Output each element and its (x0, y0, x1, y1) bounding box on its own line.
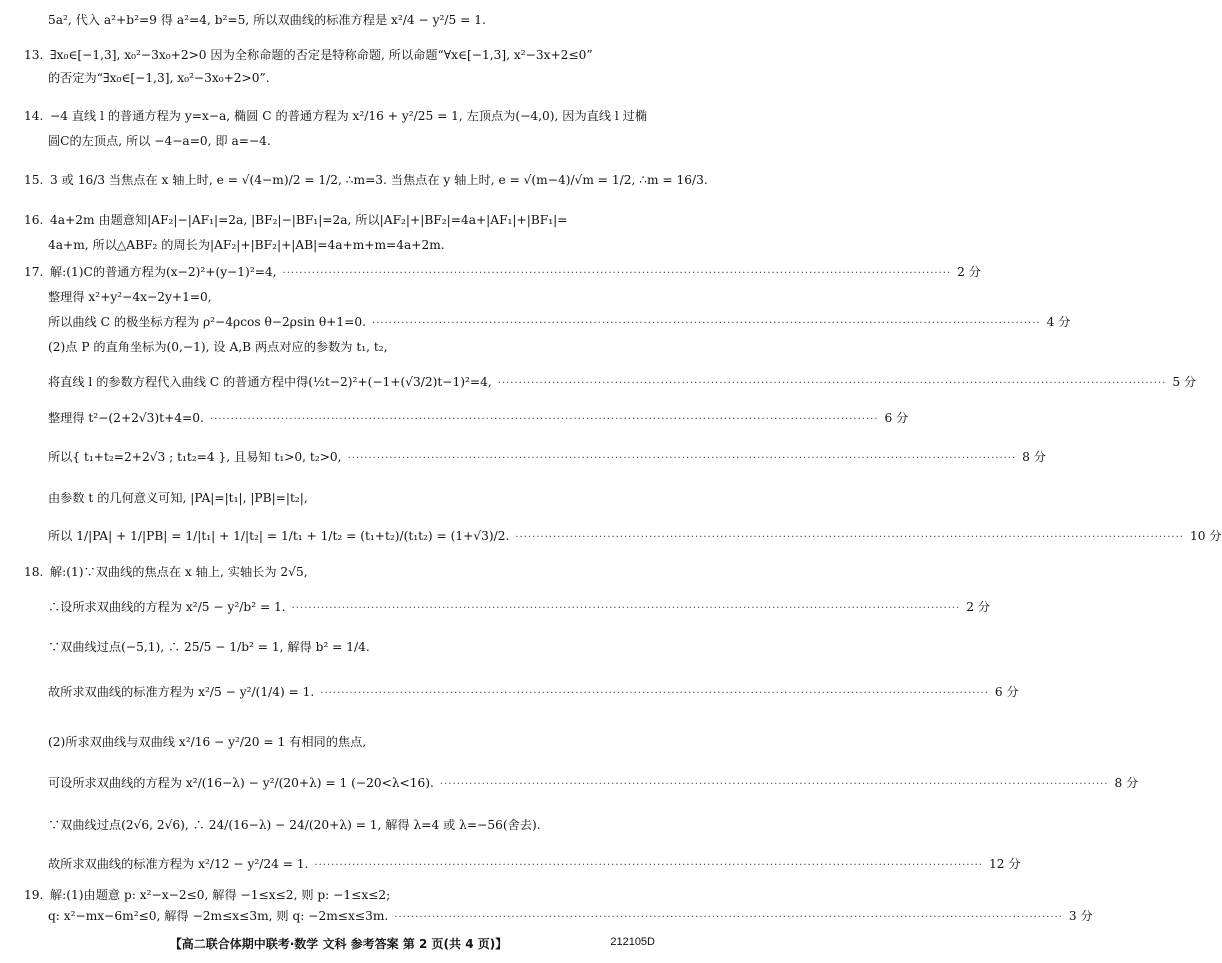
dot-leader (498, 375, 1167, 392)
answer-text: 由参数 t 的几何意义可知, |PA|=|t₁|, |PB|=|t₂|, (48, 491, 308, 505)
answer-text: 可设所求双曲线的方程为 x²/(16−λ) − y²/(20+λ) = 1 (−20<λ<16). (48, 776, 434, 790)
dot-leader (440, 776, 1109, 793)
answer-text: 解:(1)∵双曲线的焦点在 x 轴上, 实轴长为 2√5, (50, 565, 308, 579)
score-mark: 12 分 (989, 857, 1021, 871)
score-mark: 3 分 (1068, 909, 1093, 923)
score-mark: 2 分 (966, 600, 991, 614)
document-code: 212105D (610, 936, 655, 948)
score-mark: 8 分 (1022, 450, 1046, 464)
score-mark: 6 分 (884, 411, 909, 425)
answer-text: 将直线 l 的参数方程代入曲线 C 的普通方程中得(½t−2)²+(−1+(√3/2)t−1)²=4, (48, 375, 492, 389)
answer-line (48, 449, 1046, 467)
answer-line (48, 599, 991, 617)
answer-text: 的否定为“∃x₀∈[−1,3], x₀²−3x₀+2>0”. (48, 71, 270, 85)
answer-line (48, 314, 1071, 332)
answer-text: 4a+m, 所以△ABF₂ 的周长为|AF₂|+|BF₂|+|AB|=4a+m+m=4a+2m. (48, 238, 445, 252)
dot-leader (283, 265, 952, 282)
question-number: 18. (24, 565, 44, 579)
answer-line (24, 108, 653, 125)
answer-text: (2)所求双曲线与双曲线 x²/16 − y²/20 = 1 有相同的焦点, (48, 735, 367, 749)
answer-text: −4 直线 l 的普通方程为 y=x−a, 椭圆 C 的普通方程为 x²/16 + y²/25 = 1, 左顶点为(−4,0), 因为直线 l 过椭 (50, 109, 648, 123)
question-number: 13. (24, 48, 44, 62)
answer-text: 故所求双曲线的标准方程为 x²/12 − y²/24 = 1. (48, 857, 309, 871)
answer-line (48, 775, 1139, 793)
answer-text: 解:(1)C的普通方程为(x−2)²+(y−1)²=4, (50, 265, 277, 279)
question-number: 19. (24, 888, 44, 902)
answer-line (48, 339, 653, 356)
score-mark: 6 分 (994, 685, 1019, 699)
answer-text: ∴设所求双曲线的方程为 x²/5 − y²/b² = 1. (48, 600, 286, 614)
score-mark: 5 分 (1172, 375, 1197, 389)
answer-line (24, 47, 653, 64)
answer-line (48, 490, 653, 507)
dot-leader (314, 857, 983, 874)
answer-text: 3 或 16/3 当焦点在 x 轴上时, e = √(4−m)/2 = 1/2, ∴m=3. 当焦点在 y 轴上时, e = √(m−4)/√m = 1/2, ∴m = 16/3. (50, 173, 708, 187)
answer-text: q: x²−mx−6m²≤0, 解得 −2m≤x≤3m, 则 q: −2m≤x≤3m. (48, 909, 389, 923)
answer-line (48, 856, 1021, 874)
answer-text: 所以{ t₁+t₂=2+2√3 ; t₁t₂=4 }, 且易知 t₁>0, t₂>0, (48, 450, 342, 464)
score-mark: 10 分 (1189, 529, 1222, 543)
answer-text: 4a+2m 由题意知|AF₂|−|AF₁|=2a, |BF₂|−|BF₁|=2a, 所以|AF₂|+|BF₂|=4a+|AF₁|+|BF₁|= (50, 213, 568, 227)
answer-text: (2)点 P 的直角坐标为(0,−1), 设 A,B 两点对应的参数为 t₁, t₂, (48, 340, 388, 354)
answer-line (24, 212, 653, 229)
answer-line (48, 684, 1019, 702)
answer-line (48, 639, 653, 656)
answer-line (24, 172, 708, 189)
answer-text: ∵双曲线过点(−5,1), ∴ 25/5 − 1/b² = 1, 解得 b² = 1/4. (48, 640, 370, 654)
answer-line (48, 734, 653, 751)
score-mark: 4 分 (1046, 315, 1071, 329)
page-footer: 【高二联合体期中联考·数学 文科 参考答案 第 2 页(共 4 页)】 (169, 937, 508, 951)
dot-leader (320, 685, 989, 702)
answer-line (48, 410, 909, 428)
question-number: 16. (24, 213, 44, 227)
dot-leader (394, 909, 1063, 926)
answer-line (24, 564, 653, 581)
answer-text: 所以 1/|PA| + 1/|PB| = 1/|t₁| + 1/|t₂| = 1/t₁ + 1/t₂ = (t₁+t₂)/(t₁t₂) = (1+√3)/2. (48, 529, 510, 543)
question-number: 15. (24, 173, 44, 187)
answer-text: 故所求双曲线的标准方程为 x²/5 − y²/(1/4) = 1. (48, 685, 315, 699)
answer-line (24, 887, 653, 904)
answer-line (48, 817, 653, 834)
answer-line (48, 528, 1222, 546)
answer-text: 解:(1)由题意 p: x²−x−2≤0, 解得 −1≤x≤2, 则 p: −1≤x≤2; (50, 888, 391, 902)
answer-text: 整理得 t²−(2+2√3)t+4=0. (48, 411, 204, 425)
answer-line (48, 289, 653, 306)
question-number: 14. (24, 109, 44, 123)
score-mark: 8 分 (1114, 776, 1139, 790)
answer-text: ∵双曲线过点(2√6, 2√6), ∴ 24/(16−λ) − 24/(20+λ) = 1, 解得 λ=4 或 λ=−56(舍去). (48, 818, 541, 832)
dot-leader (348, 450, 1017, 467)
answer-line (48, 374, 1197, 392)
answer-line (24, 264, 981, 282)
answer-line (48, 70, 653, 87)
answer-line (48, 133, 653, 150)
answer-text: 5a², 代入 a²+b²=9 得 a²=4, b²=5, 所以双曲线的标准方程是 x²/4 − y²/5 = 1. (48, 13, 486, 27)
dot-leader (515, 529, 1184, 546)
dot-leader (372, 315, 1041, 332)
answer-line (48, 237, 653, 254)
dot-leader (292, 600, 961, 617)
answer-text: 圆C的左顶点, 所以 −4−a=0, 即 a=−4. (48, 134, 271, 148)
answer-text: ∃x₀∈[−1,3], x₀²−3x₀+2>0 因为全称命题的否定是特称命题, 所以命题“∀x∈[−1,3], x²−3x+2≤0” (50, 48, 593, 62)
answer-text: 整理得 x²+y²−4x−2y+1=0, (48, 290, 212, 304)
score-mark: 2 分 (957, 265, 981, 279)
question-number: 17. (24, 265, 44, 279)
answer-text: 所以曲线 C 的极坐标方程为 ρ²−4ρcos θ−2ρsin θ+1=0. (48, 315, 366, 329)
answer-line (48, 12, 653, 29)
dot-leader (210, 411, 879, 428)
answer-line (48, 908, 1093, 926)
